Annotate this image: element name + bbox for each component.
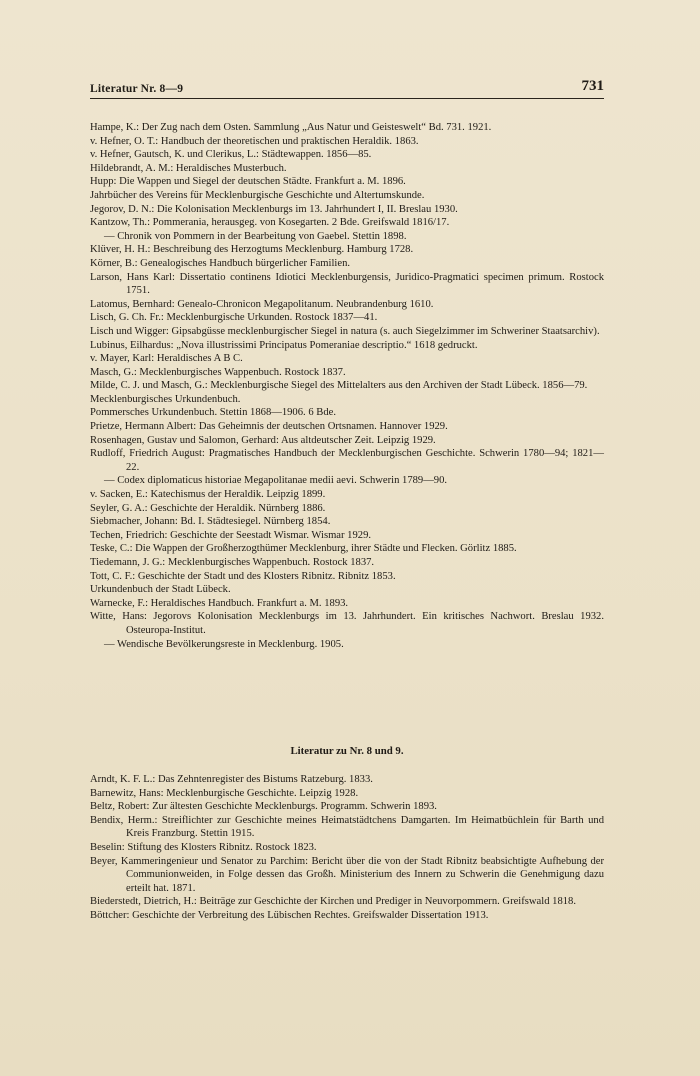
bibliography-entry: Latomus, Bernhard: Genealo-Chronicon Megapolitanum. Neubrandenburg 1610.	[90, 298, 434, 310]
bibliography-entry: Mecklenburgisches Urkundenbuch.	[90, 393, 241, 405]
bibliography-entry: Seyler, G. A.: Geschichte der Heraldik. Nürnberg 1886.	[90, 502, 326, 514]
bibliography-entry: Larson, Hans Karl: Dissertatio continens Idiotici Mecklenburgensis, Juridico-Pragmatici specimen primum. Rostock 1751.	[90, 271, 604, 297]
page-number: 731	[581, 78, 604, 94]
bibliography-entry: Prietze, Hermann Albert: Das Geheimnis der deutschen Ortsnamen. Hannover 1929.	[90, 421, 448, 433]
bibliography-entry: Jahrbücher des Vereins für Mecklenburgische Geschichte und Altertumskunde.	[90, 189, 425, 201]
bibliography-entry: Masch, G.: Mecklenburgisches Wappenbuch. Rostock 1837.	[90, 366, 346, 378]
bibliography-entry: Tott, C. F.: Geschichte der Stadt und des Klosters Ribnitz. Ribnitz 1853.	[90, 570, 396, 582]
bibliography-entry: Warnecke, F.: Heraldisches Handbuch. Frankfurt a. M. 1893.	[90, 597, 349, 609]
bibliography-entry: Siebmacher, Johann: Bd. I. Städtesiegel. Nürnberg 1854.	[90, 516, 331, 528]
bibliography-entry: Rosenhagen, Gustav und Salomon, Gerhard: Aus altdeutscher Zeit. Leipzig 1929.	[90, 434, 436, 446]
bibliography-entry: v. Hefner, O. T.: Handbuch der theoretischen und praktischen Heraldik. 1863.	[90, 135, 419, 147]
bibliography-entry: Teske, C.: Die Wappen der Großherzogthümer Mecklenburg, ihrer Städte und Flecken. Görlitz 1885.	[90, 543, 517, 555]
bibliography-entry: Beltz, Robert: Zur ältesten Geschichte Mecklenburgs. Programm. Schwerin 1893.	[90, 801, 437, 813]
section-title: Literatur zu Nr. 8 und 9.	[290, 745, 404, 757]
bibliography-entry: Lisch und Wigger: Gipsabgüsse mecklenburgischer Siegel in natura (s. auch Siegelzimmer im Schweriner Staatsarchiv).	[90, 325, 600, 337]
bibliography-entry: Jegorov, D. N.: Die Kolonisation Mecklenburgs im 13. Jahrhundert I, II. Breslau 1930.	[90, 203, 458, 215]
bibliography-entry: Biederstedt, Dietrich, H.: Beiträge zur Geschichte der Kirchen und Prediger in Neuvorpommern. Greifswald 1818.	[90, 896, 576, 908]
bibliography-entry: Hampe, K.: Der Zug nach dem Osten. Sammlung „Aus Natur und Geisteswelt“ Bd. 731. 1921.	[90, 122, 492, 133]
bibliography-entry: Klüver, H. H.: Beschreibung des Herzogtums Mecklenburg. Hamburg 1728.	[90, 244, 414, 256]
bibliography-entry: Kantzow, Th.: Pommerania, herausgeg. von Kosegarten. 2 Bde. Greifswald 1816/17.	[90, 217, 450, 229]
bibliography-entry: Rudloff, Friedrich August: Pragmatisches Handbuch der Mecklenburgischen Geschichte. Schwerin 1780—94; 1821—22.	[90, 448, 604, 473]
bibliography-entry: — Chronik von Pommern in der Bearbeitung von Gaebel. Stettin 1898.	[104, 230, 407, 242]
bibliography-list	[90, 121, 604, 651]
bibliography-entry: Beyer, Kammeringenieur und Senator zu Parchim: Bericht über die von der Stadt Ribnitz beabsichtigte Aufhebung der Communionweiden, in Folge dessen das Großh. Ministerium des Innern zu Schwerin die Genehmigung dazu erteilt hat. 1871.	[90, 855, 604, 894]
bibliography-entry: Techen, Friedrich: Geschichte der Seestadt Wismar. Wismar 1929.	[90, 529, 372, 541]
bibliography-entry: Beselin: Stiftung des Klosters Ribnitz. Rostock 1823.	[90, 841, 317, 853]
bibliography-entry: Urkundenbuch der Stadt Lübeck.	[90, 584, 231, 596]
bibliography-entry: Milde, C. J. und Masch, G.: Mecklenburgische Siegel des Mittelalters aus den Archiven der Stadt Lübeck. 1856—79.	[90, 380, 588, 392]
bibliography-entry: — Codex diplomaticus historiae Megapolitanae medii aevi. Schwerin 1789—90.	[104, 475, 448, 487]
bibliography-entry: Lisch, G. Ch. Fr.: Mecklenburgische Urkunden. Rostock 1837—41.	[90, 312, 378, 324]
bibliography-entry: Hildebrandt, A. M.: Heraldisches Musterbuch.	[90, 162, 287, 174]
bibliography-entry: — Wendische Bevölkerungsreste in Mecklenburg. 1905.	[104, 638, 344, 650]
bibliography-entry: v. Mayer, Karl: Heraldisches A B C.	[90, 353, 243, 365]
bibliography-entry: v. Hefner, Gautsch, K. und Clerikus, L.: Städtewappen. 1856—85.	[90, 149, 372, 161]
bibliography-entry: Arndt, K. F. L.: Das Zehntenregister des Bistums Ratzeburg. 1833.	[90, 774, 373, 785]
bibliography-entry: Witte, Hans: Jegorovs Kolonisation Mecklenburgs im 13. Jahrhundert. Ein kritisches Nachwort. Breslau 1932. Osteuropa-Institut.	[90, 611, 604, 636]
running-title: Literatur Nr. 8—9	[90, 83, 184, 95]
bibliography-entry: Körner, B.: Genealogisches Handbuch bürgerlicher Familien.	[90, 257, 351, 269]
bibliography-entry: Hupp: Die Wappen und Siegel der deutschen Städte. Frankfurt a. M. 1896.	[90, 176, 406, 188]
bibliography-entry: v. Sacken, E.: Katechismus der Heraldik. Leipzig 1899.	[90, 489, 326, 501]
bibliography-entry: Pommersches Urkundenbuch. Stettin 1868—1906. 6 Bde.	[90, 407, 336, 419]
bibliography-list-section-2	[90, 773, 604, 923]
running-header	[90, 78, 604, 99]
bibliography-entry: Bendix, Herm.: Streiflichter zur Geschichte meines Heimatstädtchens Damgarten. Im Heimatbüchlein für Barth und Kreis Franzburg. Stettin 1915.	[90, 814, 604, 840]
bibliography-entry: Barnewitz, Hans: Mecklenburgische Geschichte. Leipzig 1928.	[90, 787, 359, 799]
bibliography-entry: Böttcher: Geschichte der Verbreitung des Lübischen Rechtes. Greifswalder Dissertation 1913.	[90, 909, 489, 921]
bibliography-entry: Lubinus, Eilhardus: „Nova illustrissimi Principatus Pomeraniae descriptio.“ 1618 gedruckt.	[90, 339, 478, 351]
bibliography-entry: Tiedemann, J. G.: Mecklenburgisches Wappenbuch. Rostock 1837.	[90, 557, 375, 568]
